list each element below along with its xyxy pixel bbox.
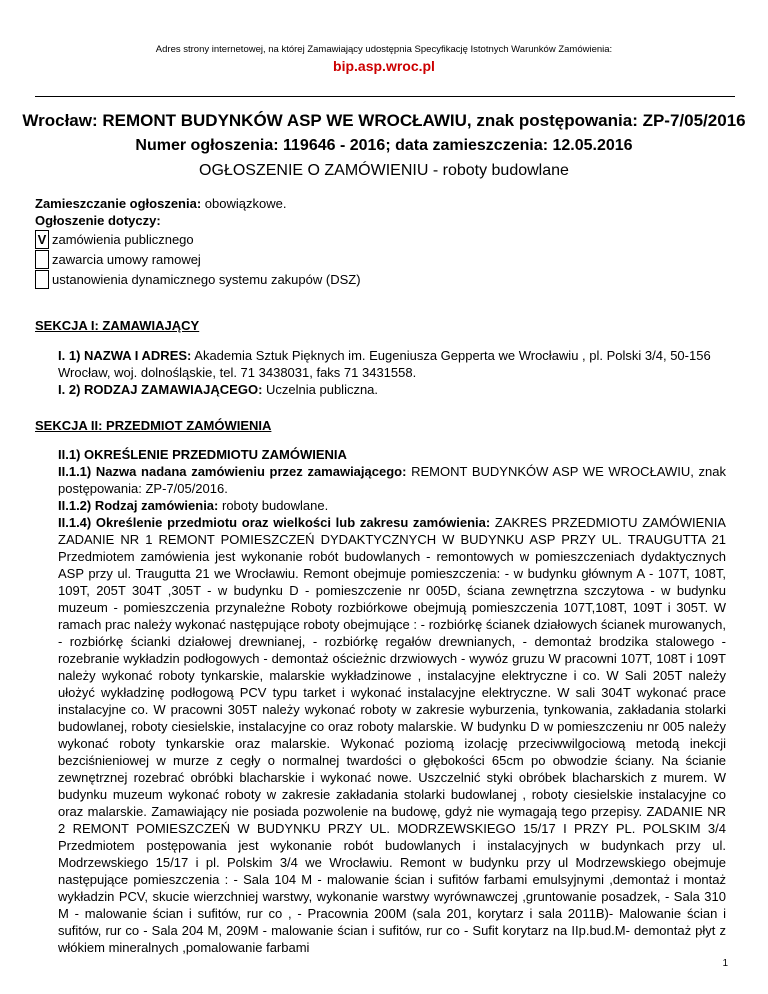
header-link[interactable]: bip.asp.wroc.pl [333, 58, 435, 74]
notice-type: OGŁOSZENIE O ZAMÓWIENIU - roboty budowlane [199, 162, 569, 179]
name-label: I. 1) NAZWA I ADRES: [58, 348, 192, 363]
contract-scope [58, 514, 726, 956]
intro-block [35, 195, 735, 289]
checkbox-dynamic-system [35, 270, 49, 289]
checkbox-framework-agreement [35, 250, 49, 269]
notice-number: Numer ogłoszenia: 119646 - 2016; data zamieszczenia: 12.05.2016 [135, 137, 633, 154]
contract-kind-value: roboty budowlane. [218, 498, 329, 513]
section2-body [58, 446, 726, 956]
page-number: 1 [722, 958, 728, 969]
contract-scope-value: ZAKRES PRZEDMIOTU ZAMÓWIENIA ZADANIE NR 1 REMONT POMIESZCZEŃ DYDAKTYCZNYCH W BUDYNKU ASP PRZY UL. TRAUGUTTA 21 Przedmiotem zamówienia jest wykonanie robót budowlanych - remontowych w pomieszczeniach dydaktycznych ASP przy ul. Traugutta 21 we Wrocławiu. Remont obejmuje pomieszczenia: - w budynku głównym A - 107T, 108T, 109T, 205T 304T ,305T - w budynku D - pomieszczenie nr 005D, ściana zewnętrzna szczytowa - w budynku muzeum - pomieszczenia przynależne Roboty rozbiórkowe obejmują pomieszczenia 107T,108T, 109T i 305T. W ramach prac należy wykonać następujące roboty obejmujące : - rozbiórkę ścianek działowych ścianek murowanych, - rozbiórkę ścianki działowej drewnianej, - rozbiórkę regałów drewnianych, - demontaż brodzika stalowego - rozebranie wykładzin podłogowych - demontaż ościeżnic drzwiowych - wywóz gruzu W pracowni 107T, 108T i 109T należy wykonać roboty tynkarskie, malarskie wykładzinowe , instalacyjne elektryczne i co. W Sali 205T należy ułożyć wykładzinę podłogową PCV typu tarket i wykonać instalacyjne elektryczne. W sali 304T wykonać prace instalacyjne co. W pracowni 305T należy wykonać roboty w zakresie wyburzenia, tynkowania, zakładania stolarki budowlanej, roboty ciesielskie, instalacyjne co oraz roboty malarskie. W budynku D w pomieszczeniu nr 005 należy wykonać roboty tynkarskie oraz malarskie. Wykonać poziomą izolację przeciwwilgociową metodą inekcji bezciśnieniowej w murze z cegły o normalnej twardości o głębokości 65cm po obwodzie ściany. Na ścianie zewnętrznej rozebrać obróbki blacharskie i wykonać nowe. Uszczelnić styki obróbek blacharskich z murem. W budynku muzeum wykonać roboty w zakresie zakładania stolarki budowlanej , roboty ciesielskie instalacyjne co oraz malarskie. Zamawiający nie posiada pozwolenie na budowę, gdyż nie wymagają tego przepisy. ZADANIE NR 2 REMONT POMIESZCZEŃ W BUDYNKU PRZY UL. MODRZEWSKIEGO 15/17 I PRZY PL. POLSKIM 3/4 Przedmiotem postępowania jest wykonanie robót budowlanych i instalacyjnych w budynkach przy ul. Modrzewskiego 15/17 i pl. Polskim 3/4 we Wrocławiu. Remont w budynku przy ul Modrzewskiego obejmuje następujące pomieszczenia : - Sala 104 M - malowanie ścian i sufitów farbami emulsyjnymi ,demontaż i montaż wykładzin PCV, skucie wierzchniej warstwy, wykonanie warstwy wyrównawczej ,gruntowanie posadzek, - Sala 310 M - malowanie ścian i sufitów, rur co , - Pracownia 200M (sala 201, korytarz i sala 2011B)- Malowanie ścian i sufitów, rur co - Sala 204 M, 209M - malowanie ścian i sufitów, rur co - Sufit korytarz na IIp.bud.M- demontaż płyt z włókiem mineralnych ,pomalowanie farbami [58, 515, 726, 955]
option-label: ustanowienia dynamicznego systemu zakupów (DSZ) [52, 271, 361, 287]
option-label: zamówienia publicznego [52, 231, 194, 247]
contract-scope-label: II.1.4) Określenie przedmiotu oraz wielkości lub zakresu zamówienia: [58, 515, 491, 530]
type-value: Uczelnia publiczna. [262, 382, 379, 397]
section1-body [58, 347, 726, 398]
subject-definition-heading: II.1) OKREŚLENIE PRZEDMIOTU ZAMÓWIENIA [58, 447, 347, 462]
option-framework-agreement [35, 249, 735, 269]
option-dynamic-system [35, 269, 735, 289]
header-divider [35, 96, 735, 97]
section1-title: SEKCJA I: ZAMAWIAJĄCY [35, 318, 200, 333]
placement-line [35, 195, 735, 212]
option-public-contract [35, 229, 735, 249]
contract-kind [58, 497, 726, 514]
contract-name-value: REMONT BUDYNKÓW ASP WE WROCŁAWIU, znak postępowania: ZP-7/05/2016. [58, 464, 726, 496]
contracting-authority-type [58, 381, 726, 398]
concerns-label: Ogłoszenie dotyczy: [35, 213, 161, 228]
placement-label: Zamieszczanie ogłoszenia: [35, 196, 202, 211]
type-label: I. 2) RODZAJ ZAMAWIAJĄCEGO: [58, 382, 263, 397]
contract-name [58, 463, 726, 497]
option-label: zawarcia umowy ramowej [52, 251, 201, 267]
contract-name-label: II.1.1) Nazwa nadana zamówieniu przez zamawiającego: [58, 464, 407, 479]
placement-value: obowiązkowe. [201, 196, 287, 211]
checkbox-public-contract: V [35, 230, 49, 249]
contracting-authority-name [58, 347, 726, 381]
name-value: Akademia Sztuk Pięknych im. Eugeniusza Gepperta we Wrocławiu , pl. Polski 3/4, 50-156 Wrocław, woj. dolnośląskie, tel. 71 3438031, faks 71 3431558. [58, 348, 711, 380]
contract-kind-label: II.1.2) Rodzaj zamówienia: [58, 498, 219, 513]
header-note: Adres strony internetowej, na której Zamawiający udostępnia Specyfikację Istotnych Warunków Zamówienia: [155, 44, 613, 55]
document-title: Wrocław: REMONT BUDYNKÓW ASP WE WROCŁAWIU, znak postępowania: ZP-7/05/2016 [22, 111, 746, 130]
section2-title: SEKCJA II: PRZEDMIOT ZAMÓWIENIA [35, 418, 272, 433]
